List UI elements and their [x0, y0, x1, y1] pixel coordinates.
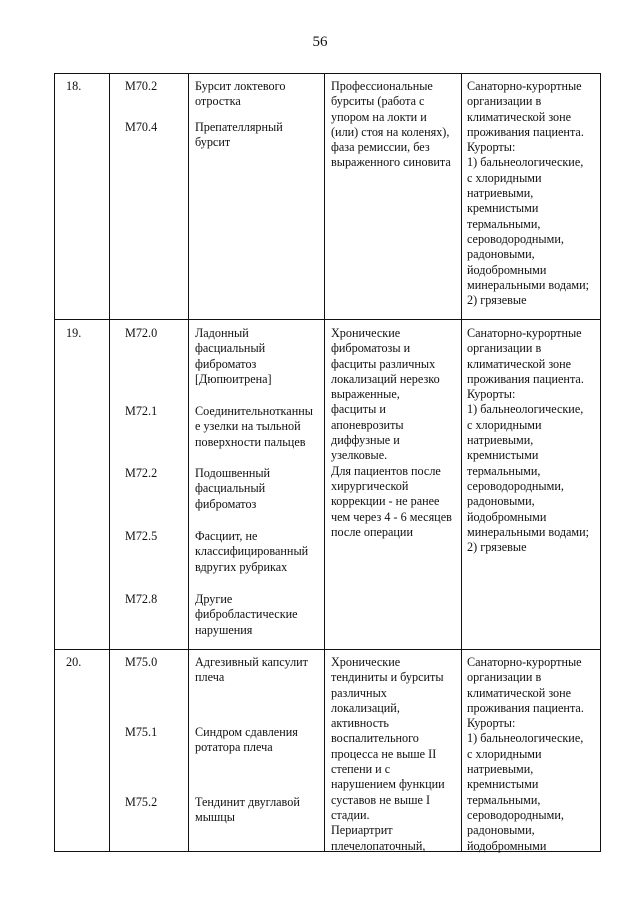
- disease-name: Препателлярный бурсит: [195, 120, 283, 150]
- icd-code: M70.2: [125, 79, 158, 93]
- icd-code: M72.8: [125, 592, 158, 606]
- table-border-right: [600, 73, 601, 851]
- table-divider-num: [109, 73, 110, 851]
- disease-name: Синдром сдавления ротатора плеча: [195, 725, 298, 755]
- table-divider-disease: [324, 73, 325, 851]
- icd-code: M75.0: [125, 655, 158, 669]
- table-divider-stage: [461, 73, 462, 851]
- disease-name: Соединительнотканны е узелки на тыльной поверхности пальцев: [195, 404, 313, 449]
- resort-recommendation: Санаторно-курортные организации в климатической зоне проживания пациента. Курорты: 1) бальнеологические, с хлоридными натриевыми, кремнистыми термальными, сероводородными, радоновыми, йодобромными минеральными водами; 2) грязевые: [467, 79, 590, 308]
- row-separator: [54, 319, 601, 320]
- disease-name: Адгезивный капсулит плеча: [195, 655, 309, 685]
- row-number: 19.: [66, 326, 82, 340]
- icd-code: M72.1: [125, 404, 158, 418]
- icd-code: M72.2: [125, 466, 158, 480]
- disease-stage: Хронические фиброматозы и фасциты различных локализаций нерезко выраженные, фасциты и апоневрозиты диффузные и узелковые. Для пациентов после хирургической коррекции - не ранее чем через 4 - 6 месяцев после операции: [331, 326, 452, 539]
- disease-stage: Профессиональные бурситы (работа с упором на локти и (или) стоя на коленях), фаза ремиссии, без выраженного синовита: [331, 79, 451, 170]
- icd-code: M72.5: [125, 529, 158, 543]
- disease-name: Другие фибробластические нарушения: [195, 592, 298, 637]
- disease-name: Фасциит, не классифицированный вдругих рубриках: [195, 529, 309, 574]
- row-number: 18.: [66, 79, 82, 93]
- row-number: 20.: [66, 655, 82, 669]
- row-separator: [54, 649, 601, 650]
- resort-recommendation: Санаторно-курортные организации в климатической зоне проживания пациента. Курорты: 1) бальнеологические, с хлоридными натриевыми, кремнистыми термальными, сероводородными, радоновыми, йодобромными минеральными водами; 2) грязевые: [467, 326, 590, 555]
- disease-name: Подошвенный фасциальный фиброматоз: [195, 466, 271, 511]
- disease-name: Тендинит двуглавой мышцы: [195, 795, 300, 825]
- table-border-left: [54, 73, 55, 851]
- icd-code: M72.0: [125, 326, 158, 340]
- resort-recommendation: Санаторно-курортные организации в климатической зоне проживания пациента. Курорты: 1) бальнеологические, с хлоридными натриевыми, кремнистыми термальными, сероводородными, радоновыми, йодобромными: [467, 655, 584, 853]
- disease-name: Ладонный фасциальный фиброматоз [Дюпюитрена]: [195, 326, 272, 386]
- icd-code: M75.2: [125, 795, 158, 809]
- table-divider-code: [188, 73, 189, 851]
- icd-code: M70.4: [125, 120, 158, 134]
- page-number: 56: [312, 34, 328, 50]
- table-border-top: [54, 73, 601, 74]
- icd-code: M75.1: [125, 725, 158, 739]
- disease-stage: Хронические тендиниты и бурситы различных локализаций, активность воспалительного процесса не выше II степени и с нарушением функции суставов не выше I стадии. Периартрит плечелопаточный,: [331, 655, 445, 853]
- disease-name: Бурсит локтевого отростка: [195, 79, 286, 109]
